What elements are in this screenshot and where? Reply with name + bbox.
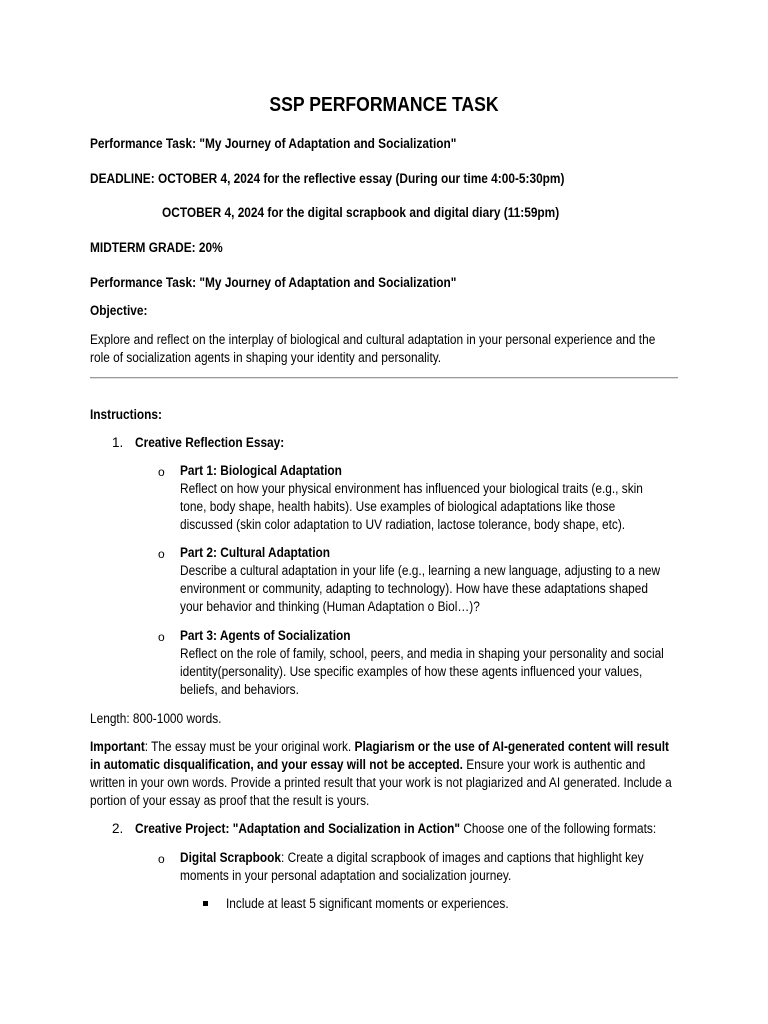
performance-task-title: Performance Task: "My Journey of Adaptation and Socialization" <box>90 136 457 151</box>
part-2-heading: Part 2: Cultural Adaptation <box>180 545 331 560</box>
important-warning: Plagiarism or the use of AI-generated content will result in automatic disqualification, and your essay will not be accepted. <box>90 739 669 772</box>
important-notice <box>90 738 675 810</box>
item-2-heading: Creative Project: "Adaptation and Socialization in Action" <box>135 821 461 836</box>
digital-scrapbook-label: Digital Scrapbook <box>180 850 282 865</box>
digital-scrapbook-text: : Create a digital scrapbook of images and captions that highlight key moments in your personal adaptation and socialization journey. <box>180 850 644 883</box>
objective-label: Objective: <box>90 303 148 318</box>
item-2-line <box>135 820 656 838</box>
part-3-bullet: o <box>158 630 165 644</box>
part-1-heading: Part 1: Biological Adaptation <box>180 463 342 478</box>
part-2-block <box>180 544 668 616</box>
performance-task-title-2: Performance Task: "My Journey of Adaptation and Socialization" <box>90 275 457 290</box>
part-3-text: Reflect on the role of family, school, peers, and media in shaping your personality and social identity(personality). Use specific examples of how these agents influenced your values, beliefs, and behaviors. <box>180 646 664 697</box>
part-3-block <box>180 627 668 699</box>
important-label: Important <box>90 739 145 754</box>
item-2-number: 2. <box>112 821 124 836</box>
subitem-moments: Include at least 5 significant moments or experiences. <box>226 896 509 911</box>
part-1-block <box>180 462 668 534</box>
part-1-text: Reflect on how your physical environment has influenced your biological traits (e.g., skin tone, body shape, health habits). Use examples of biological adaptations like those discussed (skin color adaptation to UV radiation, lactose tolerance, body shape, etc). <box>180 481 643 532</box>
instructions-label: Instructions: <box>90 407 162 422</box>
part-2-text: Describe a cultural adaptation in your life (e.g., learning a new language, adjusting to a new environment or community, adapting to technology). How have these adaptations shaped your behavior and thinking (Human Adaptation o Biol…)? <box>180 563 661 614</box>
digital-scrapbook-option <box>180 849 668 885</box>
important-text-1: : The essay must be your original work. <box>144 739 355 754</box>
objective-text: Explore and reflect on the interplay of biological and cultural adaptation in your personal experience and the role of socialization agents in shaping your identity and personality. <box>90 332 656 365</box>
option-bullet: o <box>158 852 165 866</box>
part-1-bullet: o <box>158 465 165 479</box>
essay-length: Length: 800-1000 words. <box>90 711 222 726</box>
important-text-2: Ensure your work is authentic and written in your own words. Provide a printed result that your work is not plagiarized and AI generated. Include a portion of your essay as proof that the result is yours. <box>90 757 672 808</box>
page-title: SSP PERFORMANCE TASK <box>269 94 499 116</box>
square-bullet-icon <box>203 901 208 906</box>
item-1-heading: Creative Reflection Essay: <box>135 435 285 450</box>
part-2-bullet: o <box>158 547 165 561</box>
item-2-heading-tail: Choose one of the following formats: <box>460 821 657 836</box>
deadline-essay: DEADLINE: OCTOBER 4, 2024 for the reflective essay (During our time 4:00-5:30pm) <box>90 171 565 186</box>
midterm-grade: MIDTERM GRADE: 20% <box>90 240 223 255</box>
item-1-number: 1. <box>112 435 124 450</box>
part-3-heading: Part 3: Agents of Socialization <box>180 628 351 643</box>
deadline-scrapbook: OCTOBER 4, 2024 for the digital scrapbook and digital diary (11:59pm) <box>162 205 560 220</box>
horizontal-divider <box>90 377 678 379</box>
